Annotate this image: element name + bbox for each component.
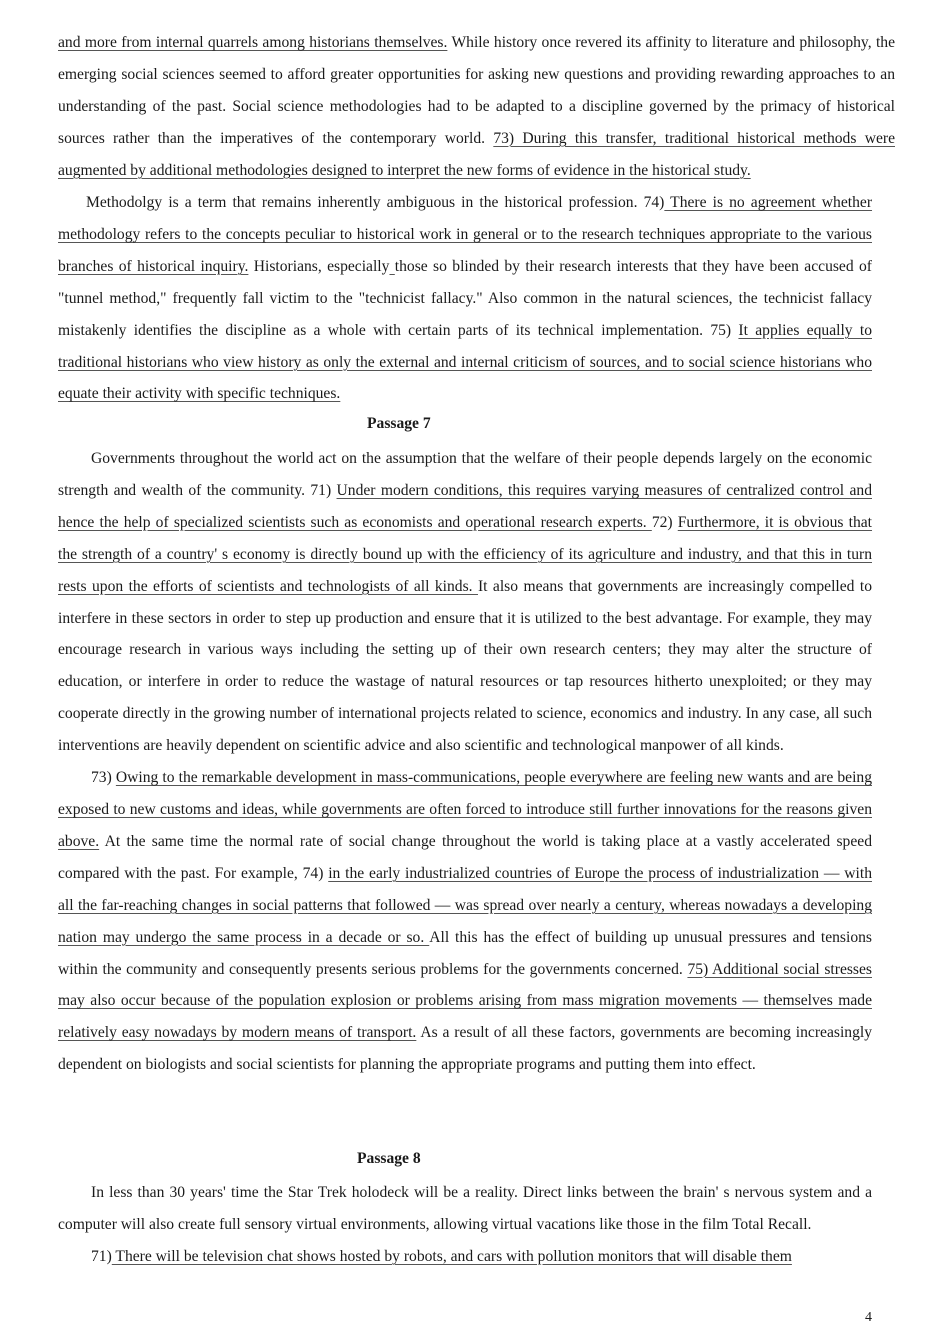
text-run: Methodolgy is a term that remains inherently ambiguous in the historical profession. 74): [86, 194, 665, 211]
text-run: All this has the effect of building up unusual pressures and tensions within the community and consequently presents serious problems for the governments concerned.: [58, 928, 872, 978]
passage-7-paragraph-2: [58, 762, 872, 1081]
text-run: It also means that governments are increasingly compelled to interfere in these sectors in order to step up production and ensure that it is utilized to the best advantage. For example, they may encourage research in various ways including the setting up of their own research centers; they may alter the structure of education, or interfere in order to reduce the wastage of natural resources or tap resources hitherto unexploited; or they may cooperate directly in the growing number of international projects related to science, economics and industry. In any case, all such interventions are heavily dependent on scientific advice and also scientific and technological manpower of all kinds.: [58, 577, 872, 755]
text-run: 72): [651, 513, 678, 531]
paragraph-continuation: [58, 27, 895, 187]
text-run: As a result of all these factors, governments are becoming increasingly dependent on biologists and social scientists for planning the appropriate programs and putting them into effect.: [58, 1024, 872, 1074]
passage-8-paragraph-1: [58, 1177, 872, 1241]
text-run: 71): [91, 1247, 112, 1265]
passage-8-heading: Passage 8: [357, 1150, 421, 1167]
passage-7-heading: Passage 7: [367, 415, 431, 432]
underlined-sentence: It applies equally to traditional historians who view history as only the external and internal criticism of sources, and to social science historians who equate their activity with specific techniques.: [58, 321, 872, 403]
text-run: In less than 30 years' time the Star Trek holodeck will be a reality. Direct links between the brain' s nervous system and a computer will also create full sensory virtual environments, allowing virtual vacations like those in the film Total Recall.: [58, 1184, 872, 1233]
text-run: At the same time the normal rate of social change throughout the world is taking place at a vastly accelerated speed compared with the past. For example, 74): [58, 832, 872, 882]
passage-6-methodology: [58, 187, 872, 410]
underlined-sentence: Owing to the remarkable development in mass-communications, people everywhere are feeling new wants and are being exposed to new customs and ideas, while governments are often forced to introduce still further innovations for the reasons given above.: [58, 769, 872, 850]
passage-8-body: [58, 1177, 872, 1273]
page-number: 4: [865, 1310, 872, 1325]
text-run: Governments throughout the world act on the assumption that the welfare of their people depends largely on the economic strength and wealth of the community. 71): [58, 450, 872, 499]
text-run: While history once revered its affinity to literature and philosophy, the emerging social sciences seemed to afford greater opportunities for asking new questions and providing rewarding approaches to an understanding of the past. Social science methodologies had to be adapted to a discipline governed by the primacy of historical sources rather than the imperatives of the contemporary world.: [58, 34, 895, 147]
passage-6-continuation: [58, 27, 895, 187]
underlined-sentence: Under modern conditions, this requires varying measures of centralized control and hence the help of specialized scientists such as economists and operational research experts.: [58, 481, 872, 531]
underlined-sentence: Furthermore, it is obvious that the strength of a country' s economy is directly bound up with the efficiency of its agriculture and industry, and that this in turn rests upon the efforts of scientists and technologists of all kinds.: [58, 513, 873, 595]
underlined-sentence: There will be television chat shows hosted by robots, and cars with pollution monitors that will disable them: [111, 1247, 792, 1265]
text-run: 73): [91, 769, 116, 787]
paragraph-methodology: [58, 187, 872, 410]
underlined-sentence: in the early industrialized countries of Europe the process of industrialization — with all the far-reaching changes in social patterns that followed — was spread over nearly a century, whereas nowadays a developing nation may undergo the same process in a decade or so.: [58, 864, 872, 946]
text-run: Historians, especially: [248, 257, 390, 275]
underlined-sentence: and more from internal quarrels among historians themselves.: [58, 34, 448, 51]
passage-7-paragraph-1: [58, 443, 872, 762]
underlined-sentence: 75) Additional social stresses may also occur because of the population explosion or problems arising from mass migration movements — themselves made relatively easy nowadays by modern means of transport.: [58, 960, 872, 1042]
underlined-sentence: There is no agreement whether methodology refers to the concepts peculiar to historical work in general or to the research techniques appropriate to the various branches of historical inquiry.: [58, 194, 873, 275]
text-run: those so blinded by their research interests that they have been accused of "tunnel method," frequently fall victim to the "technicist fallacy." Also common in the natural sciences, the technicist fallacy mistakenly identifies the discipline as a whole with certain parts of its technical implementation. 75): [58, 257, 872, 339]
passage-7-body: [58, 443, 872, 1081]
underlined-sentence: 73) During this transfer, traditional historical methods were augmented by additional methodologies designed to interpret the new forms of evidence in the historical study.: [58, 129, 895, 179]
passage-8-paragraph-2: [58, 1241, 872, 1273]
